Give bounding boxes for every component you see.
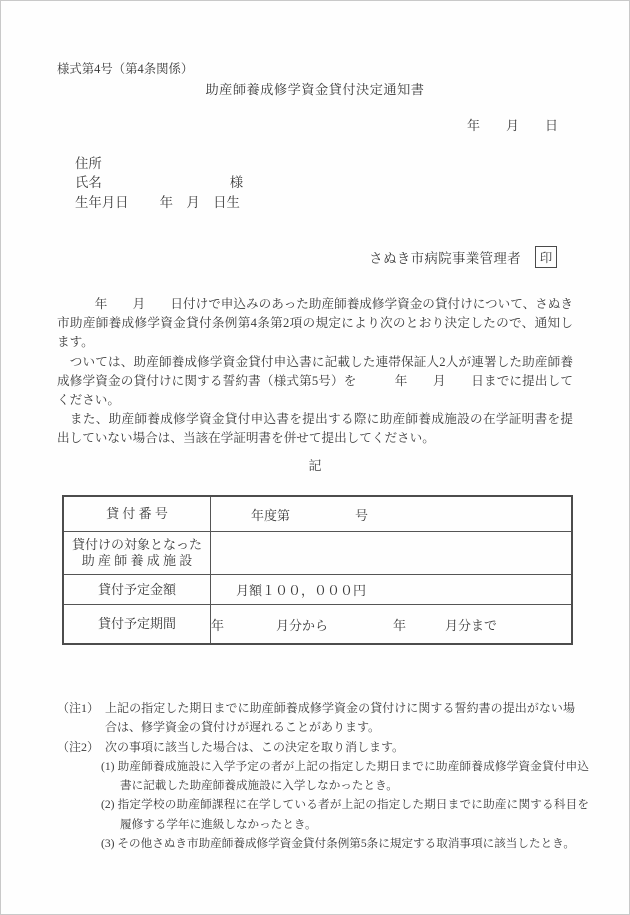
loan-number-value: 年度第 号 [211,496,573,532]
address-label: 住所 [75,156,102,171]
loan-number-label: 貸 付 番 号 [63,496,211,532]
table-row-loan-number [63,496,572,532]
record-marker: 記 [308,458,322,473]
table-row-planned-amount [63,575,572,605]
planned-amount-value: 月額１００，０００円 [211,575,573,605]
note-2-items [101,757,589,853]
note-2-text: 次の事項に該当した場合は、この決定を取り消します。 [105,739,405,754]
birthdate-blank: 年 月 日生 [159,194,240,210]
issue-date-blank: 年 月 日 [466,118,558,133]
table-row-planned-period [63,605,572,645]
seal-mark: 印 [539,251,553,265]
training-facility-label-line2: 助 産 師 養 成 施 設 [81,553,193,568]
planned-amount-label: 貸付予定金額 [63,575,211,605]
planned-period-label: 貸付予定期間 [63,605,211,645]
note-2-item-3: (3) その他さぬき市助産師養成修学資金貸付条例第5条に規定する取消事項に該当したとき。 [101,837,575,851]
note-1-text: 上記の指定した期日までに助産師養成修学資金の貸付けに関する誓約書の提出がない場合は、修学資金の貸付けが遅れることがあります。 [105,701,575,735]
body-text [57,295,573,449]
name-label: 氏名 [75,175,102,191]
notes-section [57,699,589,853]
note-2-item-2: (2) 指定学校の助産師課程に在学している者が上記の指定した期日までに助産に関する科目を履修する学年に進級しなかったとき。 [101,798,589,831]
recipient-block [75,154,243,212]
issuer-title: さぬき市病院事業管理者 [369,250,521,266]
training-facility-label [63,532,211,575]
body-paragraph-2: ついては、助産師養成修学資金貸付申込書に記載した連帯保証人2人が連署した助産師養成修学資金の貸付けに関する誓約書（様式第5号）を 年 月 日までに提出してください。 [57,354,574,408]
note-1 [57,699,589,738]
table-row-training-facility [63,532,572,575]
loan-details-table [62,495,573,645]
note-1-label: （注1） [57,701,100,715]
body-paragraph-3: また、助産師養成修学資金貸付申込書を提出する際に助産師養成施設の在学証明書を提出していない場合は、当該在学証明書を併せて提出してください。 [57,412,573,446]
recipient-birthdate-row [75,193,243,212]
training-facility-value [211,532,573,575]
note-2 [57,738,589,757]
note-2-item-1: (1) 助産師養成施設に入学予定の者が上記の指定した期日までに助産師養成修学資金貸付申込書に記載した助産師養成施設に入学しなかったとき。 [101,759,589,793]
seal-box [535,246,557,268]
body-paragraph-1: 年 月 日付けで申込みのあった助産師養成修学資金の貸付けについて、さぬき市助産師養成修学資金貸付条例第4条第2項の規定により次のとおり決定したので、通知します。 [57,297,573,350]
note-2-label: （注2） [57,739,100,754]
recipient-name-row [75,173,243,192]
document-title: 助産師養成修学資金貸付決定通知書 [205,82,425,97]
issuer-line [0,246,630,268]
name-honorific: 様 [229,175,244,191]
planned-period-value: 年 月分から 年 月分まで [211,605,573,645]
birthdate-label: 生年月日 [75,194,129,210]
training-facility-label-line1: 貸付けの対象となった [71,537,202,552]
form-number: 様式第4号（第4条関係） [57,62,194,76]
recipient-address-row [75,154,243,173]
